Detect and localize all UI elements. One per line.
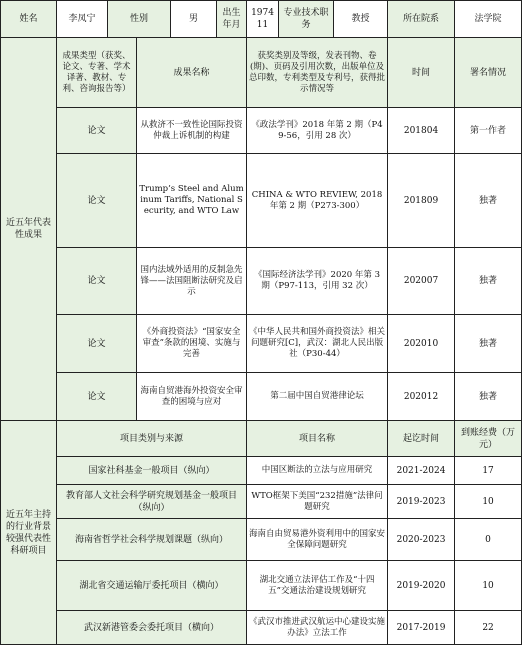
birth-label: 出生年月 [217, 1, 247, 38]
achievement-type: 论文 [57, 154, 137, 248]
project-name: 中国区断法的立法与应用研究 [247, 457, 388, 485]
achievement-name: 国内法域外适用的反制急先锋——法国阻断法研究及启示 [137, 248, 247, 315]
project-funding: 0 [455, 519, 522, 561]
project-row [1, 561, 522, 611]
achievement-time: 202010 [388, 315, 455, 373]
achievement-time: 201809 [388, 154, 455, 248]
gender-label: 性别 [108, 1, 171, 38]
project-funding: 17 [455, 457, 522, 485]
project-period: 2019-2023 [388, 485, 455, 519]
achievement-info-header: 获奖类别及等级，发表刊物、卷(期)、页码及引用次数，出版单位及总印数，专利类型及专利号，获得批示情况等 [247, 38, 388, 108]
project-period: 2017-2019 [388, 611, 455, 645]
achievement-name: 从救济不一致性论国际投资仲裁上诉机制的构建 [137, 108, 247, 154]
project-category: 国家社科基金一般项目（纵向） [57, 457, 247, 485]
project-funding: 10 [455, 485, 522, 519]
achievements-header-row [1, 38, 522, 108]
project-period: 2019-2020 [388, 561, 455, 611]
projects-section-label: 近五年主持的行业背景较强代表性科研项目 [1, 421, 57, 645]
achievement-time: 201804 [388, 108, 455, 154]
achievement-time: 202007 [388, 248, 455, 315]
achievement-type: 论文 [57, 373, 137, 421]
achievement-name-header: 成果名称 [137, 38, 247, 108]
project-category: 教育部人文社会科学研究规划基金一般项目（纵向） [57, 485, 247, 519]
project-funding: 22 [455, 611, 522, 645]
achievement-info: 《中华人民共和国外商投资法》相关问题研究[C]，武汉：湖北人民出版社（P30-44） [247, 315, 388, 373]
achievement-row [1, 373, 522, 421]
achievement-time: 202012 [388, 373, 455, 421]
achievement-name: 海南自贸港海外投资安全审查的困境与应对 [137, 373, 247, 421]
project-period: 2020-2023 [388, 519, 455, 561]
title-value: 教授 [334, 1, 388, 38]
project-name: 《武汉市推进武汉航运中心建设实施办法》立法工作 [247, 611, 388, 645]
achievement-type: 论文 [57, 315, 137, 373]
achievement-info: 第二届中国自贸港律论坛 [247, 373, 388, 421]
achievement-row [1, 315, 522, 373]
achievement-type: 论文 [57, 248, 137, 315]
achievement-row [1, 248, 522, 315]
project-category: 海南省哲学社会科学规划课题（纵向） [57, 519, 247, 561]
achievement-row [1, 108, 522, 154]
achievement-row [1, 154, 522, 248]
project-funding: 10 [455, 561, 522, 611]
gender-value: 男 [171, 1, 217, 38]
achievement-author: 第一作者 [455, 108, 522, 154]
project-name-header: 项目名称 [247, 421, 388, 457]
achievement-time-header: 时间 [388, 38, 455, 108]
project-row [1, 519, 522, 561]
name-value: 李凤宁 [57, 1, 108, 38]
project-name: 海南自由贸易港外资利用中的国家安全保障问题研究 [247, 519, 388, 561]
achievement-type: 论文 [57, 108, 137, 154]
project-name: 湖北交通立法评估工作及“十四五”交通法治建设规划研究 [247, 561, 388, 611]
header-row [1, 1, 522, 38]
achievement-name: 《外商投资法》“国家安全审查”条款的困境、实施与完善 [137, 315, 247, 373]
achievement-author: 独著 [455, 248, 522, 315]
title-label: 专业技术职务 [279, 1, 334, 38]
project-name: WTO框架下美国“232措施”法律问题研究 [247, 485, 388, 519]
project-funding-header: 到账经费（万元） [455, 421, 522, 457]
achievement-author: 独著 [455, 315, 522, 373]
project-category: 湖北省交通运输厅委托项目（横向） [57, 561, 247, 611]
achievement-author-header: 署名情况 [455, 38, 522, 108]
achievement-name: Trump’s Steel and Aluminum Tariffs, National Security, and WTO Law [137, 154, 247, 248]
achievement-info: 《国际经济法学刊》2020 年第 3 期（P97-113，引用 32 次） [247, 248, 388, 315]
project-category-header: 项目类别与来源 [57, 421, 247, 457]
achievement-author: 独著 [455, 154, 522, 248]
achievement-info: CHINA & WTO REVIEW, 2018 年第 2 期（P273-300） [247, 154, 388, 248]
project-row [1, 457, 522, 485]
achievement-type-header: 成果类型（获奖、论文、专著、学术译著、教材、专利、咨询报告等） [57, 38, 137, 108]
project-row [1, 485, 522, 519]
dept-label: 所在院系 [388, 1, 455, 38]
achievement-info: 《政法学刊》2018 年第 2 期（P49-56，引用 28 次） [247, 108, 388, 154]
project-period: 2021-2024 [388, 457, 455, 485]
project-period-header: 起讫时间 [388, 421, 455, 457]
dept-value: 法学院 [455, 1, 522, 38]
achievements-section-label: 近五年代表性成果 [1, 38, 57, 421]
projects-header-row [1, 421, 522, 457]
achievement-author: 独著 [455, 373, 522, 421]
birth-value: 1974 11 [247, 1, 279, 38]
project-category: 武汉新港管委会委托项目（横向） [57, 611, 247, 645]
project-row [1, 611, 522, 645]
name-label: 姓名 [1, 1, 57, 38]
